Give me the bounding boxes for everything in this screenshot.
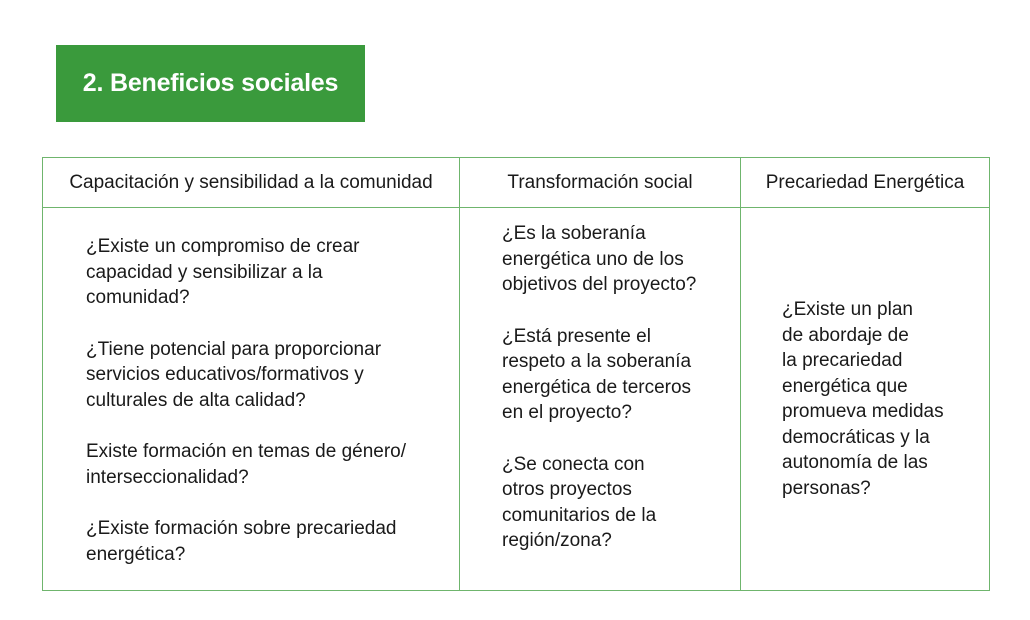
question-line: respeto a la soberanía xyxy=(502,351,692,372)
column-header-capacitacion: Capacitación y sensibilidad a la comunidad xyxy=(69,171,433,193)
column-capacitacion-questions xyxy=(86,234,446,593)
page-title: 2. Beneficios sociales xyxy=(82,69,339,97)
benefits-table xyxy=(42,157,990,591)
question-item xyxy=(86,439,446,490)
header-divider xyxy=(43,207,989,208)
question-line: promueva medidas xyxy=(782,401,944,422)
question-line: energética que xyxy=(782,375,908,397)
question-item xyxy=(86,516,446,567)
question-line: ¿Está presente el xyxy=(502,325,651,347)
question-item xyxy=(502,221,742,298)
question-line: ¿Existe formación sobre precariedad xyxy=(86,518,397,539)
question-line: la precariedad xyxy=(782,350,903,371)
question-line: comunidad? xyxy=(86,287,190,308)
column-precariedad-questions xyxy=(782,297,962,501)
question-item xyxy=(86,337,446,414)
question-item xyxy=(86,234,446,311)
column-transformacion-questions xyxy=(502,221,742,580)
question-line: autonomía de las xyxy=(782,452,928,473)
question-line: personas? xyxy=(782,477,871,499)
column-divider xyxy=(459,158,460,590)
question-line: energética de terceros xyxy=(502,376,692,398)
question-item xyxy=(502,452,742,554)
question-line: ¿Existe un plan xyxy=(782,299,913,320)
question-line: culturales de alta calidad? xyxy=(86,389,306,411)
question-line: capacidad y sensibilizar a la xyxy=(86,261,323,283)
question-line: ¿Se conecta con xyxy=(502,453,645,475)
question-line: servicios educativos/formativos y xyxy=(86,364,364,385)
question-line: interseccionalidad? xyxy=(86,466,249,488)
question-line: ¿Existe un compromiso de crear xyxy=(86,236,360,257)
question-item xyxy=(502,324,742,426)
column-header-precariedad: Precariedad Energética xyxy=(765,171,965,193)
question-item xyxy=(782,297,962,501)
question-line: de abordaje de xyxy=(782,324,909,346)
section-title-banner xyxy=(56,45,365,122)
question-line: otros proyectos xyxy=(502,479,632,500)
question-line: Existe formación en temas de género/ xyxy=(86,441,407,462)
question-line: comunitarios de la xyxy=(502,504,657,526)
question-line: ¿Es la soberanía xyxy=(502,223,646,244)
question-line: ¿Tiene potencial para proporcionar xyxy=(86,338,382,360)
question-line: energética uno de los xyxy=(502,248,684,270)
question-line: en el proyecto? xyxy=(502,402,632,423)
column-header-transformacion: Transformación social xyxy=(507,171,693,193)
question-line: región/zona? xyxy=(502,530,612,551)
question-line: objetivos del proyecto? xyxy=(502,274,697,295)
question-line: energética? xyxy=(86,543,186,565)
question-line: democráticas y la xyxy=(782,426,930,448)
